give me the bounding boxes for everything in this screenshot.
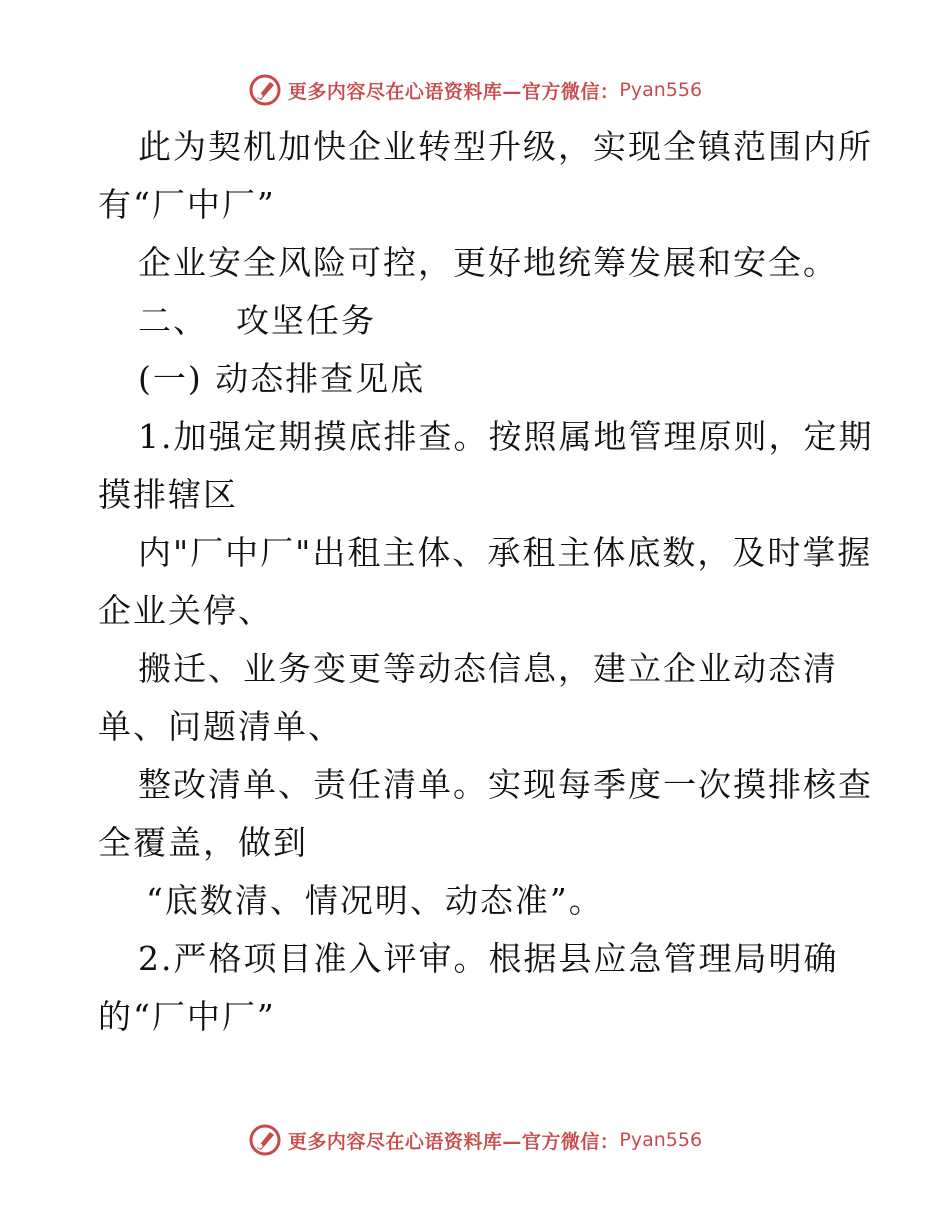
watermark-banner-top bbox=[0, 70, 950, 110]
paragraph-line: 此为契机加快企业转型升级，实现全镇范围内所 bbox=[138, 127, 873, 166]
document-body bbox=[98, 118, 874, 1046]
paragraph-line: 全覆盖，做到 bbox=[98, 823, 308, 862]
paragraph-line: 2.严格项目准入评审。根据县应急管理局明确 bbox=[138, 939, 839, 978]
paragraph-line: 有“厂中厂” bbox=[98, 185, 276, 224]
pen-circle-logo-icon bbox=[248, 73, 282, 107]
section-title: 攻坚任务 bbox=[236, 301, 376, 340]
paragraph-line: 整改清单、责任清单。实现每季度一次摸排核查 bbox=[138, 765, 873, 804]
paragraph-line: “底数清、情况明、动态准”。 bbox=[146, 881, 604, 920]
section-number: 二、 bbox=[138, 301, 208, 340]
pen-circle-logo-icon bbox=[248, 1123, 282, 1157]
paragraph-line: 内"厂中厂"出租主体、承租主体底数，及时掌握 bbox=[138, 533, 873, 572]
watermark-text: 更多内容尽在心语资料库—官方微信： bbox=[287, 80, 620, 103]
paragraph-line: 摸排辖区 bbox=[98, 475, 238, 514]
paragraph-line: 企业安全风险可控，更好地统筹发展和安全。 bbox=[138, 243, 838, 282]
paragraph-line: 1.加强定期摸底排查。按照属地管理原则，定期 bbox=[138, 417, 874, 456]
watermark-wechat-id: Pyan556 bbox=[619, 1129, 703, 1151]
paragraph-line: 的“厂中厂” bbox=[98, 997, 276, 1036]
paragraph-line: 搬迁、业务变更等动态信息，建立企业动态清 bbox=[138, 649, 838, 688]
section-heading bbox=[98, 292, 858, 350]
paragraph-line: 单、问题清单、 bbox=[98, 707, 343, 746]
watermark-text: 更多内容尽在心语资料库—官方微信： bbox=[287, 1130, 620, 1153]
subsection-heading: (一) 动态排查见底 bbox=[138, 359, 426, 398]
paragraph-line: 企业关停、 bbox=[98, 591, 273, 630]
watermark-wechat-id: Pyan556 bbox=[619, 79, 703, 101]
watermark-banner-bottom bbox=[0, 1120, 950, 1160]
